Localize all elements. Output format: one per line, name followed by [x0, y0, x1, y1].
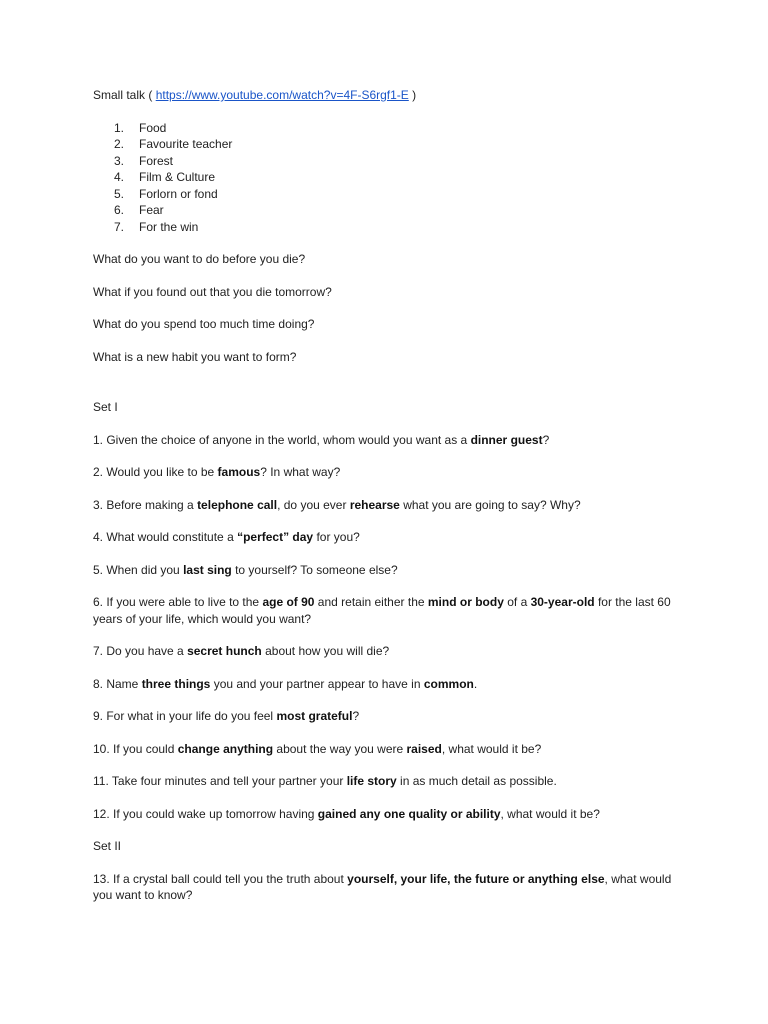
- question-paragraph: [93, 464, 683, 481]
- list-item: [93, 136, 683, 153]
- question-paragraph: [93, 871, 683, 904]
- list-number: 5.: [114, 186, 125, 201]
- question-text: of a: [503, 595, 531, 609]
- question-emphasis: 30-year-old: [530, 595, 595, 609]
- question-text: ? In what way?: [260, 465, 341, 479]
- small-talk-header: [93, 87, 683, 104]
- question-emphasis: gained any one quality or ability: [317, 806, 501, 821]
- question-text: 8. Name: [93, 676, 142, 691]
- question-emphasis: secret hunch: [187, 644, 262, 658]
- question-text: 4. What would constitute a: [93, 530, 238, 544]
- list-number: 2.: [114, 137, 125, 151]
- topic-list: [93, 120, 683, 236]
- question-text: , what would it be?: [441, 741, 542, 756]
- question-paragraph: [93, 676, 683, 693]
- question-text: 2. Would you like to be: [93, 465, 218, 479]
- question-paragraph: [93, 643, 683, 660]
- question-text: and retain either the: [314, 595, 428, 609]
- question-paragraph: [93, 741, 683, 758]
- question-emphasis: age of 90: [262, 595, 315, 609]
- list-number: 6.: [114, 203, 125, 217]
- list-item: [93, 120, 683, 137]
- question-paragraph: [93, 806, 683, 823]
- question-emphasis: last sing: [183, 562, 232, 577]
- question-emphasis: telephone call: [197, 497, 278, 512]
- question-text: about the way you were: [273, 741, 407, 756]
- document-body: [93, 87, 683, 920]
- question-emphasis: famous: [217, 465, 261, 479]
- question-emphasis: mind or body: [427, 595, 504, 609]
- question-paragraph: What do you want to do before you die?: [93, 252, 306, 266]
- question-emphasis: raised: [406, 741, 442, 756]
- youtube-link[interactable]: https://www.youtube.com/watch?v=4F-S6rgf1-E: [155, 88, 409, 102]
- list-number: 3.: [114, 153, 125, 168]
- question-paragraph: [93, 708, 683, 725]
- question-text: , what would you want to know?: [93, 871, 672, 902]
- set-heading: Set II: [93, 839, 122, 853]
- question-emphasis: life story: [346, 774, 397, 788]
- question-emphasis: rehearse: [349, 497, 400, 512]
- question-text: 10. If you could: [93, 741, 178, 756]
- question-text: 13. If a crystal ball could tell you the truth about: [93, 871, 348, 886]
- question-text: , do you ever: [277, 497, 350, 512]
- question-paragraph: [93, 497, 683, 514]
- question-text: you and your partner appear to have in: [210, 676, 424, 691]
- header-suffix: ): [408, 88, 417, 102]
- list-text: Film & Culture: [139, 170, 216, 184]
- question-text: in as much detail as possible.: [396, 774, 557, 788]
- list-text: For the win: [139, 219, 199, 234]
- question-text: ?: [542, 432, 550, 447]
- question-text: about how you will die?: [261, 644, 390, 658]
- list-item: [93, 219, 683, 236]
- question-text: 12. If you could wake up tomorrow having: [93, 806, 318, 821]
- question-emphasis: yourself, your life, the future or anything else: [347, 871, 605, 886]
- question-paragraph: [93, 773, 683, 790]
- list-text: Food: [139, 120, 167, 135]
- question-paragraph: [93, 529, 683, 546]
- list-item: [93, 169, 683, 186]
- set-heading: Set I: [93, 400, 118, 414]
- question-text: 9. For what in your life do you feel: [93, 709, 277, 723]
- list-item: [93, 153, 683, 170]
- question-text: .: [473, 676, 478, 691]
- question-text: 11. Take four minutes and tell your partner your: [93, 774, 347, 788]
- question-emphasis: common: [423, 676, 474, 691]
- list-text: Forlorn or fond: [139, 186, 218, 201]
- question-text: for you?: [313, 530, 360, 544]
- list-number: 7.: [114, 219, 125, 234]
- question-paragraph: What is a new habit you want to form?: [93, 349, 297, 364]
- question-text: to yourself? To someone else?: [231, 562, 398, 577]
- question-emphasis: dinner guest: [470, 432, 543, 447]
- question-emphasis: “perfect” day: [237, 530, 314, 544]
- question-text: 1. Given the choice of anyone in the world, whom would you want as a: [93, 432, 471, 447]
- question-paragraph: What do you spend too much time doing?: [93, 317, 315, 331]
- list-number: 4.: [114, 170, 125, 184]
- question-text: 3. Before making a: [93, 497, 198, 512]
- list-text: Favourite teacher: [139, 137, 233, 151]
- question-paragraph: [93, 594, 683, 627]
- list-text: Fear: [139, 203, 164, 217]
- list-number: 1.: [114, 120, 125, 135]
- question-text: what you are going to say? Why?: [399, 497, 581, 512]
- header-prefix: Small talk (: [93, 88, 156, 102]
- list-text: Forest: [139, 153, 174, 168]
- question-paragraph: [93, 432, 683, 449]
- question-text: , what would it be?: [500, 806, 600, 821]
- question-paragraph: What if you found out that you die tomorrow?: [93, 284, 332, 299]
- list-item: [93, 186, 683, 203]
- question-text: 6. If you were able to live to the: [93, 595, 263, 609]
- question-text: 5. When did you: [93, 562, 184, 577]
- question-text: for the last 60 years of your life, which would you want?: [93, 595, 671, 626]
- question-emphasis: change anything: [177, 741, 274, 756]
- question-text: 7. Do you have a: [93, 644, 188, 658]
- question-text: ?: [352, 709, 360, 723]
- list-item: [93, 202, 683, 219]
- question-emphasis: three things: [141, 676, 211, 691]
- question-emphasis: most grateful: [276, 709, 353, 723]
- question-paragraph: [93, 562, 683, 579]
